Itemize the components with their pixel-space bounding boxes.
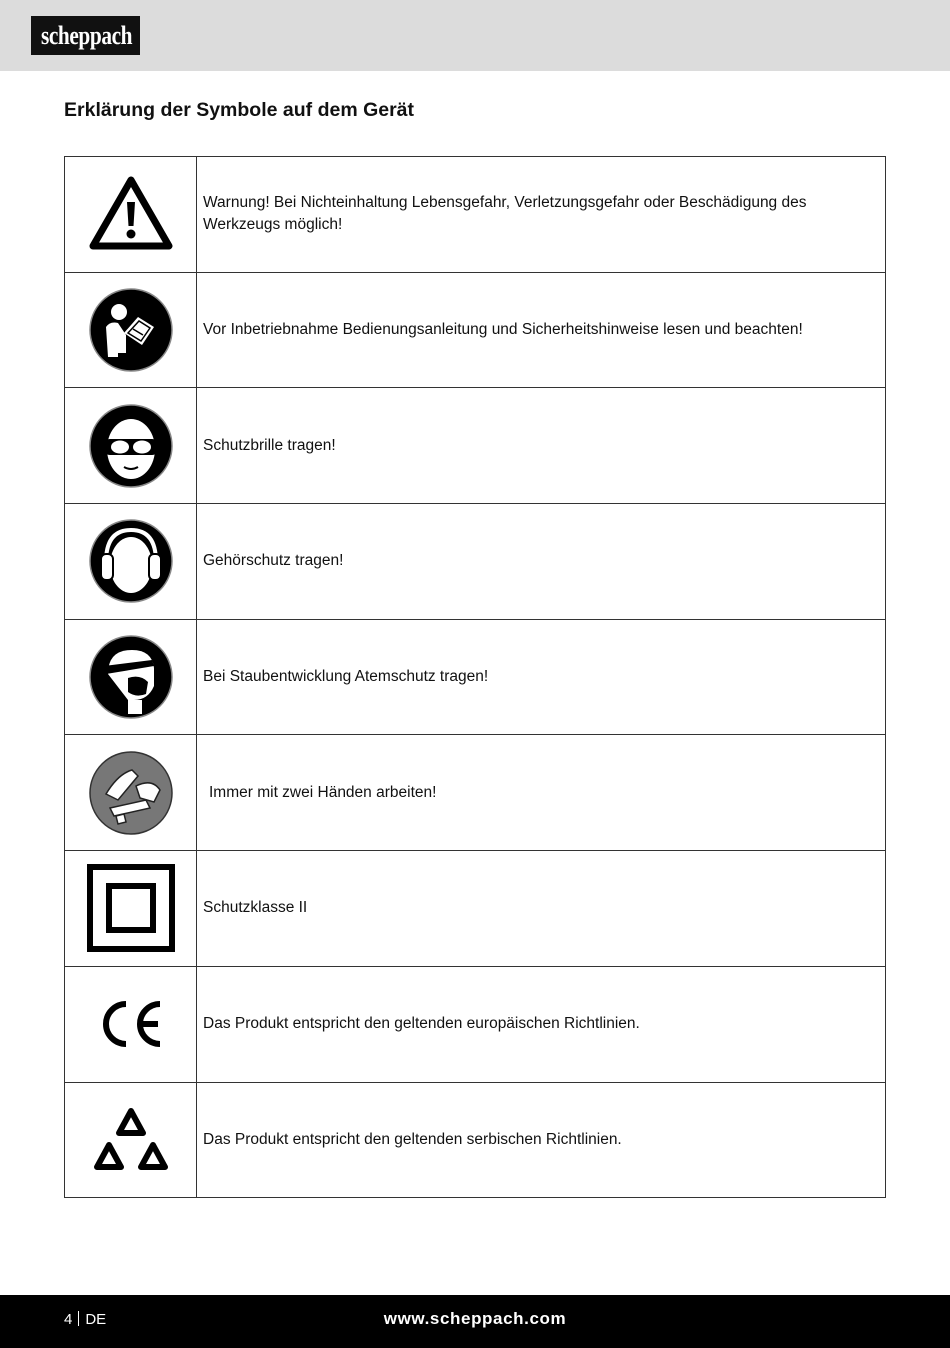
table-row — [65, 272, 886, 388]
table-row — [65, 735, 886, 851]
table-row — [65, 1082, 886, 1198]
read-manual-icon — [88, 287, 174, 373]
icon-cell — [65, 272, 197, 388]
symbol-description: Das Produkt entspricht den geltenden serbischen Richtlinien. — [197, 1082, 886, 1198]
symbol-description-text: Immer mit zwei Händen arbeiten! — [209, 783, 437, 801]
symbol-description: Gehörschutz tragen! — [197, 504, 886, 620]
icon-cell — [65, 504, 197, 620]
icon-cell — [65, 735, 197, 851]
table-row — [65, 388, 886, 504]
page-title: Erklärung der Symbole auf dem Gerät — [64, 99, 415, 121]
website-link[interactable]: www.scheppach.com — [383, 1309, 567, 1328]
header-band — [0, 0, 950, 71]
symbol-description: Schutzklasse II — [197, 851, 886, 967]
table-row — [65, 966, 886, 1082]
page-number-value: 4 — [64, 1311, 73, 1328]
safety-goggles-icon — [88, 403, 174, 489]
scheppach-logo: scheppach — [31, 16, 140, 55]
icon-cell — [65, 157, 197, 273]
respirator-icon — [88, 634, 174, 720]
table-row — [65, 157, 886, 273]
table-row — [65, 504, 886, 620]
table-row — [65, 619, 886, 735]
symbol-description — [197, 735, 886, 851]
icon-cell — [65, 388, 197, 504]
symbol-description: Vor Inbetriebnahme Bedienungsanleitung und Sicherheitshinweise lesen und beachten! — [197, 272, 886, 388]
ce-mark-icon — [96, 998, 166, 1050]
icon-cell — [65, 966, 197, 1082]
symbol-description: Warnung! Bei Nichteinhaltung Lebensgefahr, Verletzungsgefahr oder Beschädigung des Werkzeugs möglich! — [197, 157, 886, 273]
table-row — [65, 851, 886, 967]
ear-protection-icon — [88, 518, 174, 604]
two-hands-icon — [88, 750, 174, 836]
protection-class-ii-icon — [87, 864, 175, 952]
symbol-description: Bei Staubentwicklung Atemschutz tragen! — [197, 619, 886, 735]
footer-band — [0, 1295, 950, 1348]
language-code: DE — [85, 1311, 107, 1328]
symbol-description: Das Produkt entspricht den geltenden europäischen Richtlinien. — [197, 966, 886, 1082]
symbol-table — [64, 156, 886, 1198]
icon-cell — [65, 619, 197, 735]
symbol-description: Schutzbrille tragen! — [197, 388, 886, 504]
warning-triangle-icon — [89, 176, 173, 252]
icon-cell — [65, 1082, 197, 1198]
serbian-conformity-icon — [93, 1107, 169, 1173]
icon-cell — [65, 851, 197, 967]
